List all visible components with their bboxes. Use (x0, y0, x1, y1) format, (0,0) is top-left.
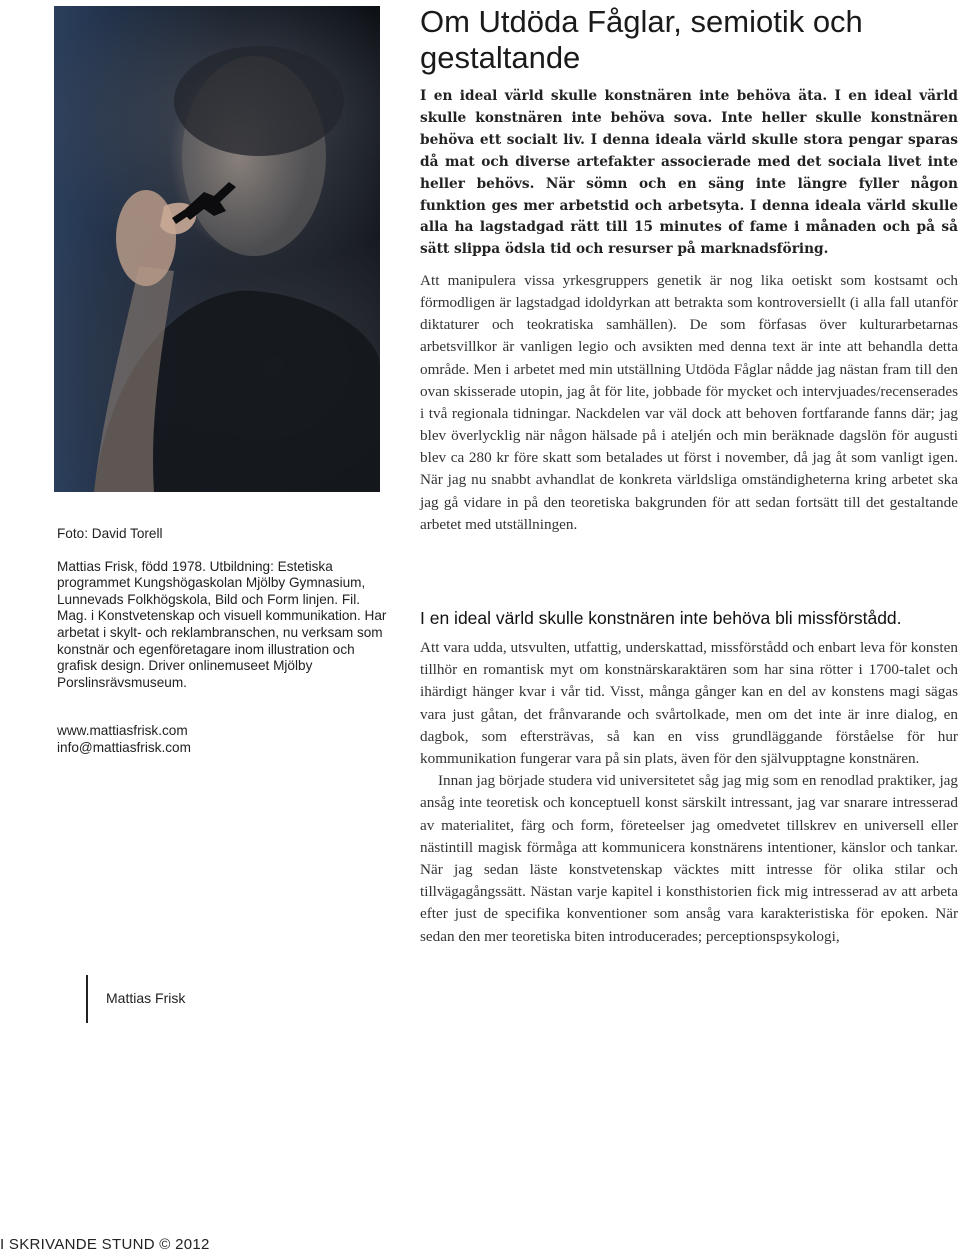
author-divider (86, 975, 88, 1023)
article-title: Om Utdöda Fåglar, semiotik och gestaltande (420, 4, 863, 75)
website-link[interactable]: www.mattiasfrisk.com (57, 723, 188, 738)
photo-illustration (54, 6, 380, 492)
photo-credit: Foto: David Torell (57, 525, 163, 541)
author-bio: Mattias Frisk, född 1978. Utbildning: Estetiska programmet Kungshögaskolan Mjölby Gymnasium, Lunnevads Folkhögskola, Bild och Form linjen. Fil. Mag. i Konstvetenskap och visuell kommunikation. Har arbetat i skylt- och reklambranschen, nu verksam som konstnär och egenföretagare inom illustration och grafisk design. Driver onlinemuseet Mjölby Porslinsrävsmuseum. (57, 558, 387, 690)
article-body-paragraph: Att vara udda, utsvulten, utfattig, underskattad, missförstådd och enbart leva för konsten tillhör en romantisk myt om konstnärskaraktären som har sina rötter i 1700-talet och ihärdigt hänger kvar i vår tid. Visst, många gånger kan en del av konstens magi sägas vara just gåtan, det frånvarande och svårtolkade, men om det inte är inre dialog, en dagbok, som eftersträvas, så kan en viss grundläggande förståelse för hur kommunikation fungerar vara på sin plats, även för den självupptagne konstnären. (420, 639, 958, 768)
page-footer: I SKRIVANDE STUND © 2012 (0, 1236, 210, 1253)
article-section-body (420, 637, 958, 948)
author-photo (54, 6, 380, 492)
contact-info (57, 723, 387, 756)
author-name: Mattias Frisk (106, 990, 186, 1006)
section-heading: I en ideal värld skulle konstnären inte behöva bli missförstådd. (420, 608, 902, 628)
article-intro: I en ideal värld skulle konstnären inte behöva äta. I en ideal värld skulle konstnären inte behöva sova. Inte heller skulle konstnären behöva ett socialt liv. I denna ideala värld skulle stora pengar sparas då mat och diverse artefakter associerade med det sociala livet inte heller behövs. När sömn och en säng inte längre fyller någon funktion ges mer arbetstid och arbetsyta. I denna ideala värld skulle alla ha lagstadgad rätt till 15 minutes of fame i månaden och på så sätt slippa ödsla tid och resurser på marknadsföring. (420, 88, 958, 258)
article-body-paragraph: Innan jag började studera vid universitetet såg jag mig som en renodlad praktiker, jag ansåg inte teoretisk och konceptuell konst särskilt intressant, jag var snarare intresserad av materialitet, färg och form, företeelser jag omedvetet tillskrev en universell eller nästintill magisk förmåga att kommunicera konstnärens intentioner, känslor och tankar. När jag sedan läste konstvetenskap väcktes mitt intresse för olika stilar och tillvägagångssätt. Nästan varje kapitel i konsthistorien fick mig intresserad av att arbeta efter just de specifika konventioner som ansåg vara karakteristiska för epoken. När sedan den mer teoretiska biten introducerades; perceptionspsykologi, (420, 772, 958, 945)
email-link[interactable]: info@mattiasfrisk.com (57, 739, 191, 755)
article-body-paragraph: Att manipulera vissa yrkesgruppers genetik är nog lika oetiskt som kostsamt och förmodligen är lagstadgad idoldyrkan att betrakta som kontroversiellt (i alla fall utanför diktaturer och teokratiska samhällen). De som förfasas över kulturarbetarnas arbetsvillkor är vanligen legio och avsikten med denna text är inte att behandla detta område. Men i arbetet med min utställning Utdöda Fåglar nådde jag nästan fram till den ovan skisserade utopin, jag åt för lite, jobbade för mycket och intervjuades/recenserades i två regionala tidningar. Nackdelen var väl dock att behoven fortfarande fanns där; jag blev överlycklig när någon hälsade på i ateljén och min beräknade dagslön för augusti blev ca 280 kr före skatt som betalades ut först i november, då jag åt som vanligt igen. När jag nu snabbt avhandlat de konkreta världsliga omständigheterna kring arbetet ska jag gå vidare in på den teoretiska bakgrunden för att sedan fortsätt till det gestaltande arbetet med utställningen. (420, 272, 958, 533)
